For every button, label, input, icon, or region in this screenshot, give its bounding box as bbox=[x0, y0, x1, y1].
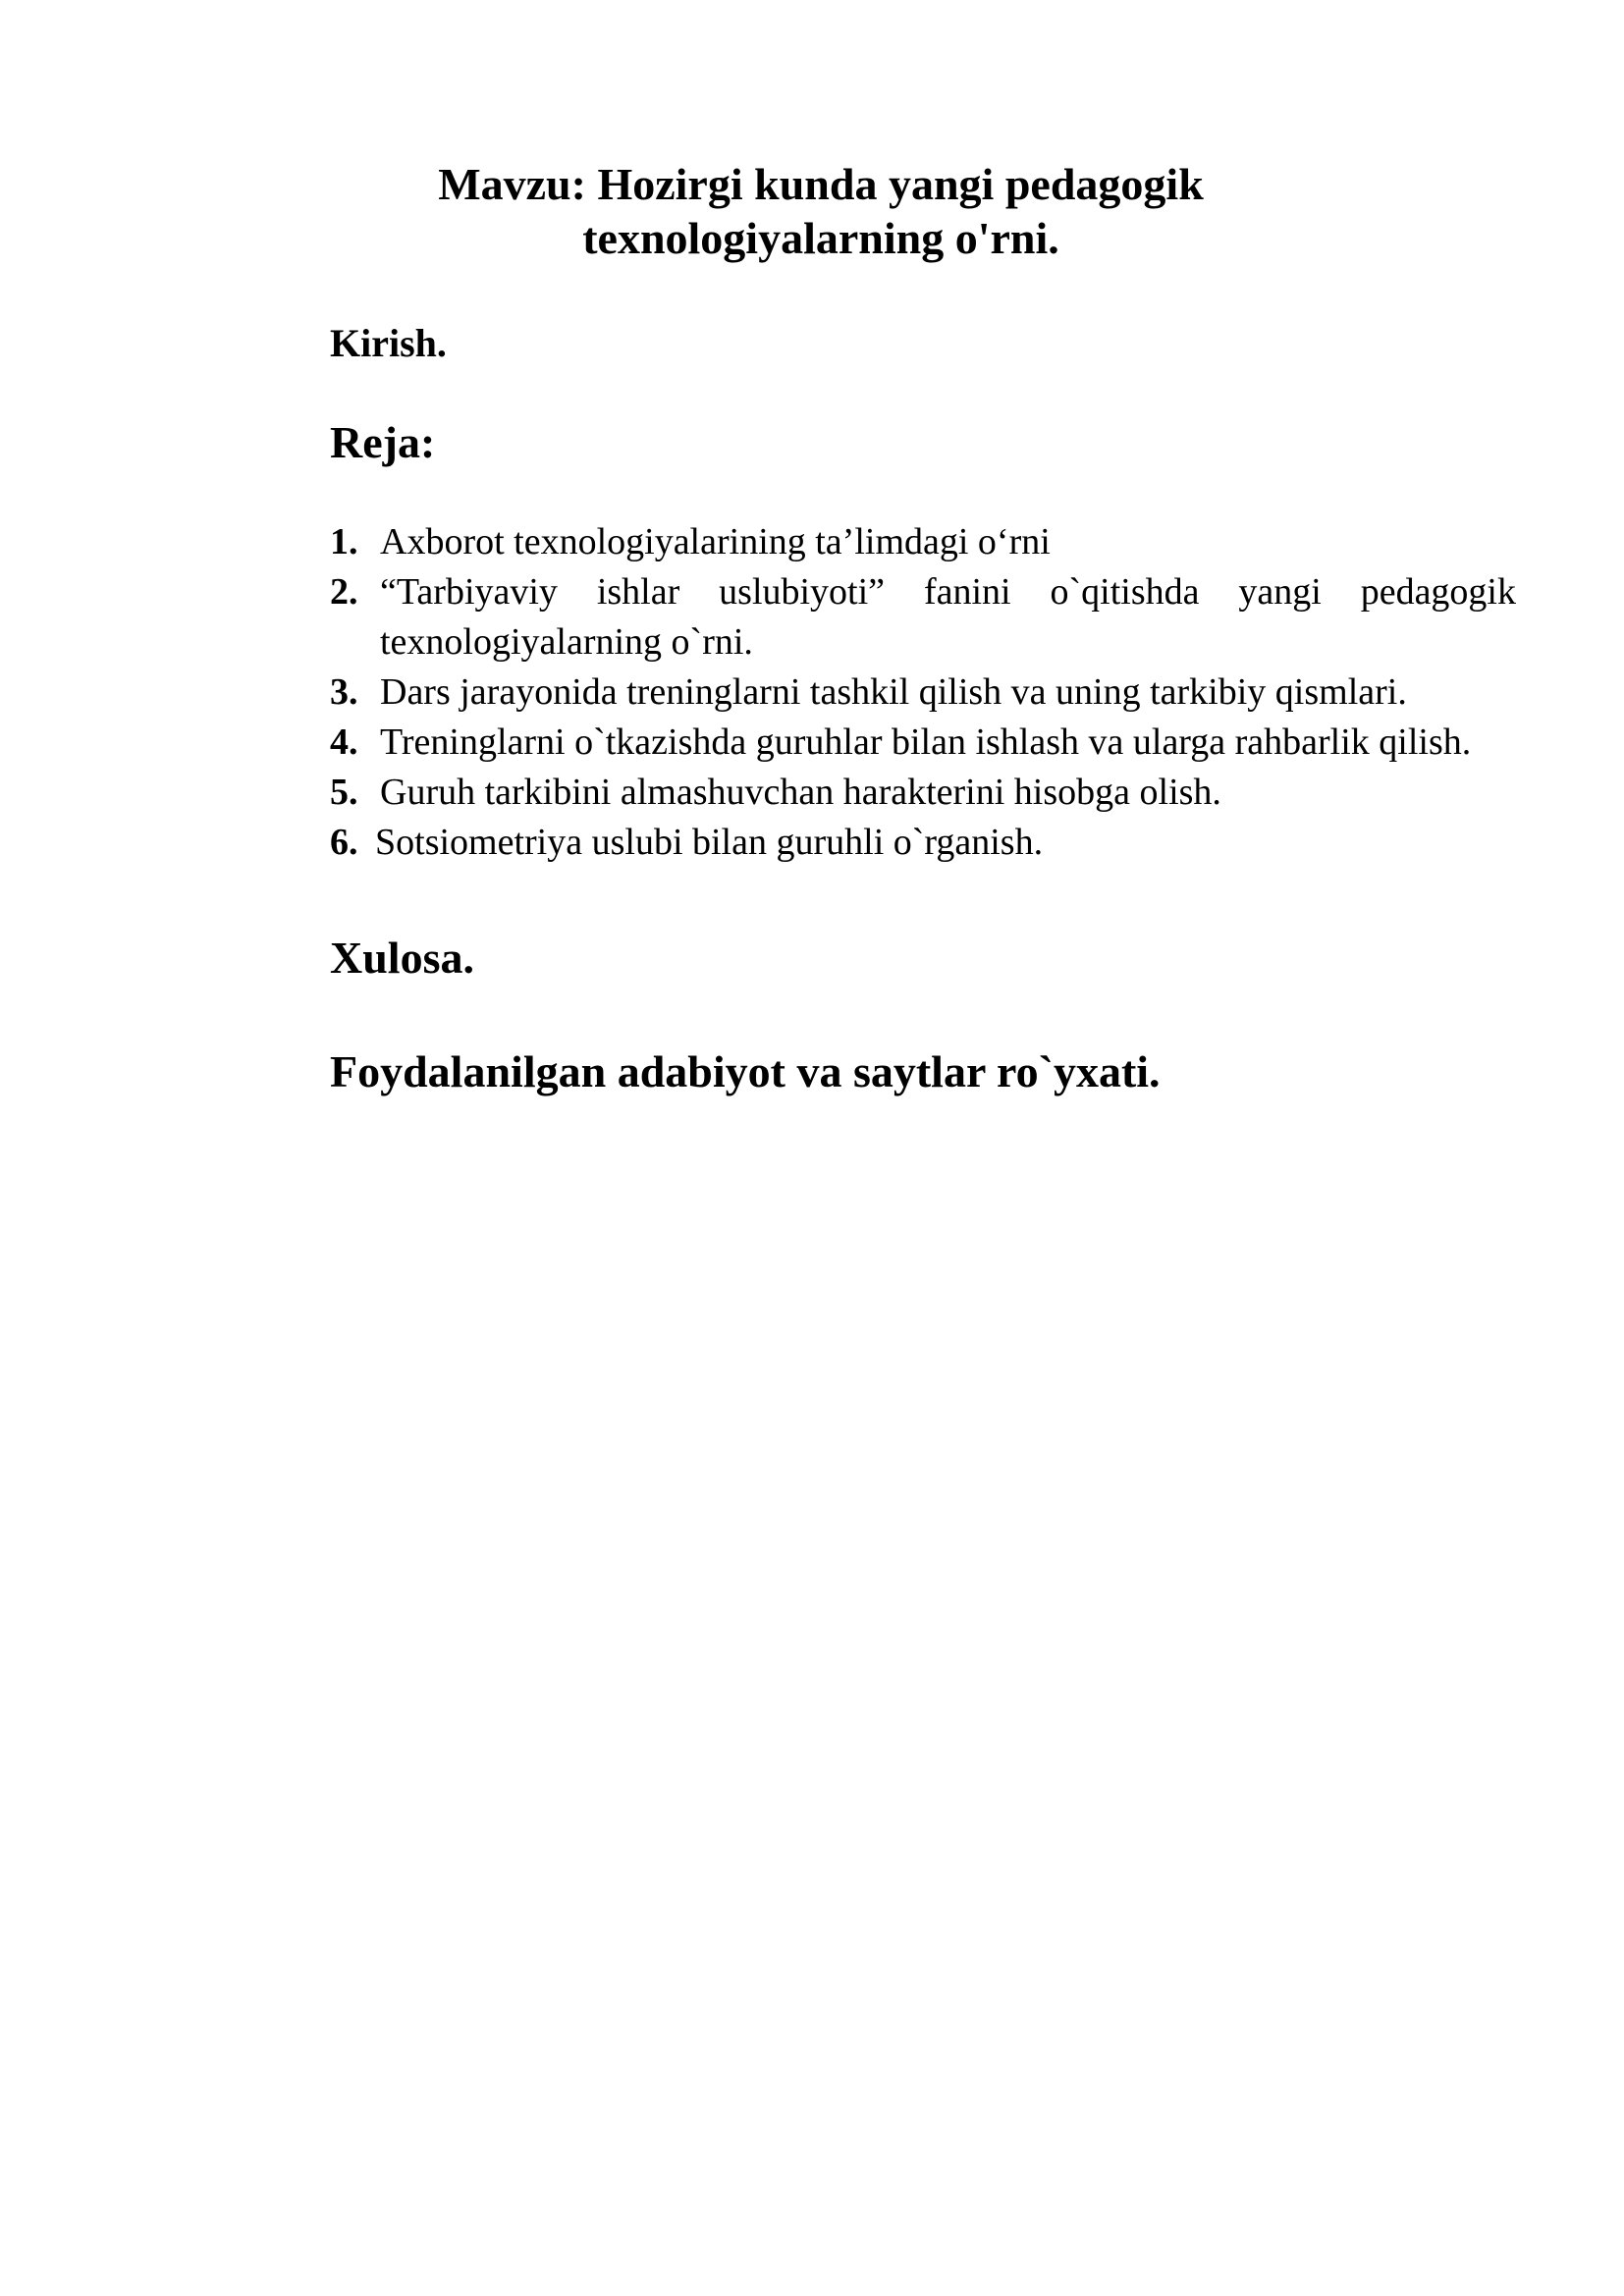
plan-item-text: Sotsiometriya uslubi bilan guruhli o`rganish. bbox=[375, 822, 1044, 863]
plan-item-text: Treninglarni o`tkazishda guruhlar bilan ishlash va ularga rahbarlik qilish. bbox=[380, 721, 1472, 763]
plan-item-number: 5. bbox=[330, 772, 358, 813]
document-title-line-2: texnologiyalarning o'rni. bbox=[582, 213, 1059, 263]
plan-item-text: Axborot texnologiyalarining ta’limdagi o‘rni bbox=[380, 521, 1051, 562]
plan-item-text: Guruh tarkibini almashuvchan harakterini hisobga olish. bbox=[380, 772, 1221, 813]
plan-item-1 bbox=[330, 517, 1516, 567]
plan-item-number: 1. bbox=[330, 521, 358, 562]
plan-item-text: “Tarbiyaviy ishlar uslubiyoti” fanini o`qitishda yangi pedagogik texnologiyalarning o`rni. bbox=[380, 571, 1516, 663]
plan-list bbox=[330, 517, 1516, 868]
plan-item-number: 3. bbox=[330, 671, 358, 713]
plan-item-text: Dars jarayonida treninglarni tashkil qilish va uning tarkibiy qismlari. bbox=[380, 671, 1407, 713]
plan-item-2 bbox=[330, 567, 1516, 667]
plan-item-6 bbox=[330, 818, 1516, 868]
intro-heading: Kirish. bbox=[330, 321, 447, 365]
document-body bbox=[330, 319, 1516, 1099]
plan-item-number: 2. bbox=[330, 571, 358, 613]
plan-item-3 bbox=[330, 667, 1516, 718]
plan-item-4 bbox=[330, 718, 1516, 768]
plan-heading: Reja: bbox=[330, 417, 436, 467]
plan-item-number: 6. bbox=[330, 822, 358, 863]
references-heading: Foydalanilgan adabiyot va saytlar ro`yxati. bbox=[330, 1046, 1161, 1096]
document-title bbox=[330, 157, 1312, 265]
plan-item-number: 4. bbox=[330, 721, 358, 763]
plan-item-5 bbox=[330, 768, 1516, 818]
document-title-line-1: Mavzu: Hozirgi kunda yangi pedagogik bbox=[438, 159, 1204, 209]
conclusion-heading: Xulosa. bbox=[330, 933, 474, 983]
